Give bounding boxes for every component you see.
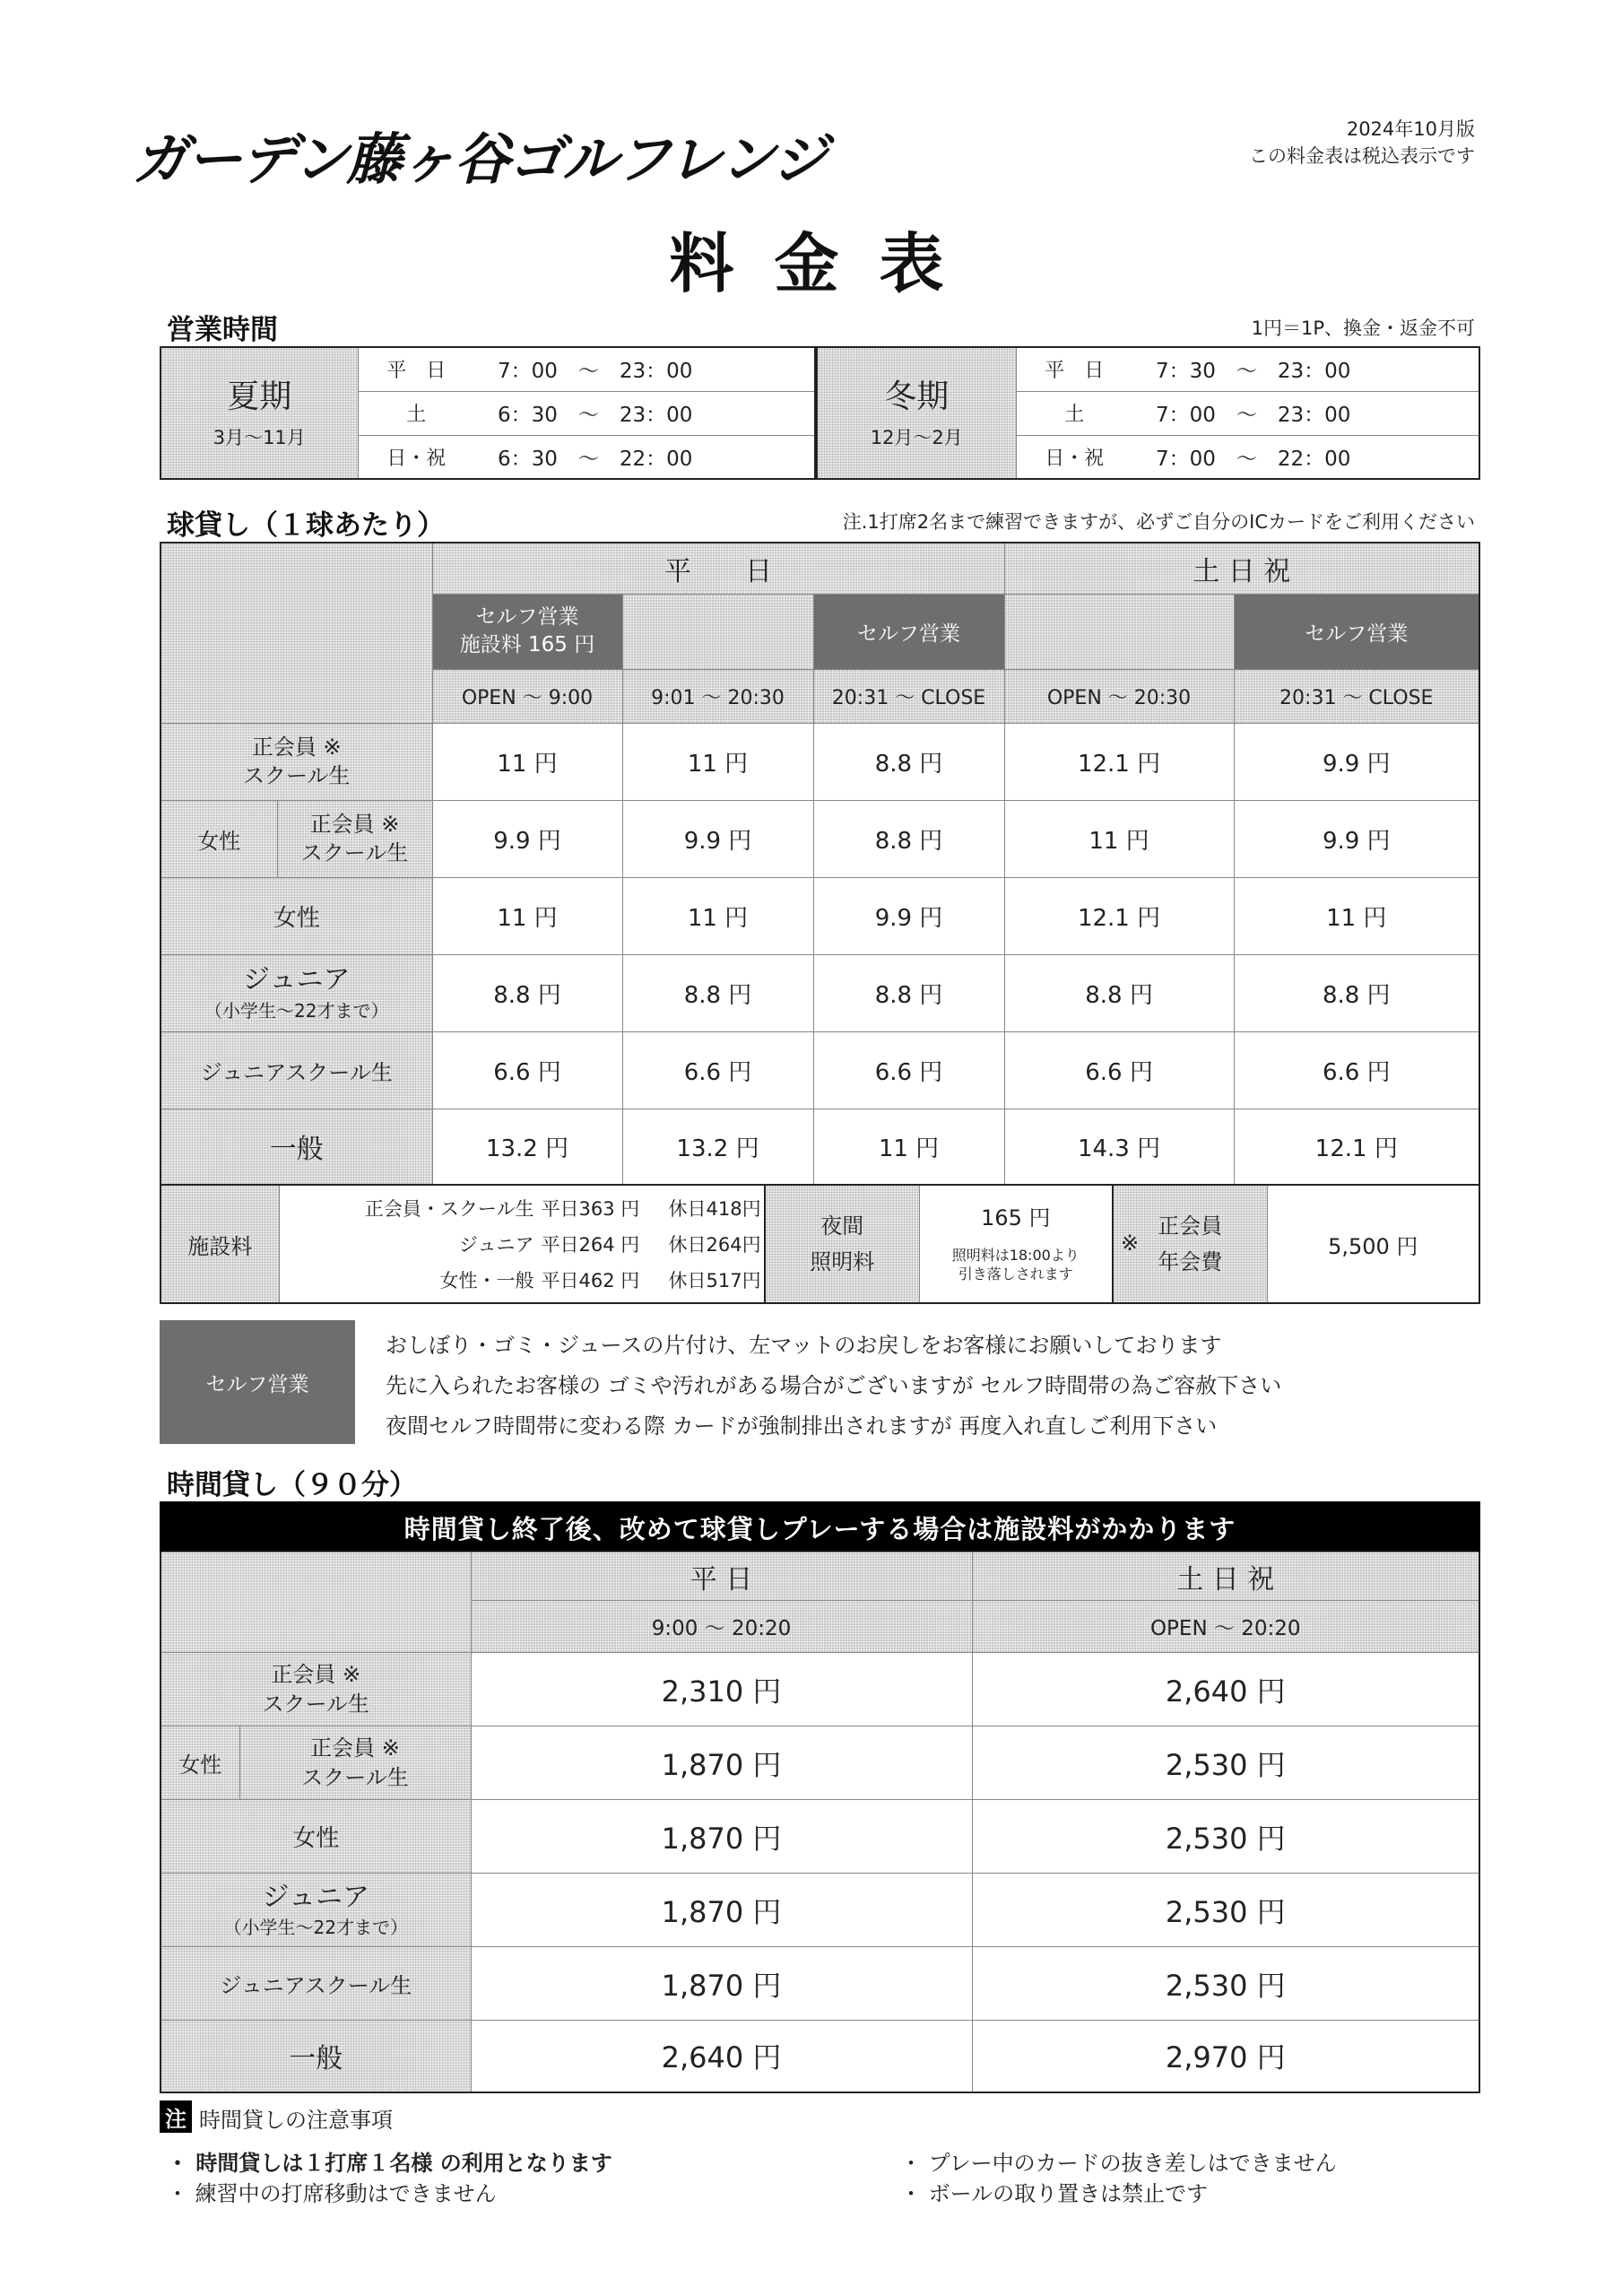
summer-day-weekday: 平 日: [358, 347, 474, 391]
hourly-banner: 時間貸し終了後、改めて球貸しプレーする場合は施設料がかかります: [160, 1501, 1480, 1553]
price-cell: 2,530 円: [972, 1800, 1479, 1874]
ball-weekday-header: 平 日: [432, 543, 1004, 594]
price-cell: 12.1 円: [1004, 723, 1234, 800]
row-label-line1: 正会員 ※: [309, 811, 400, 837]
self-notice-line: 夜間セルフ時間帯に変わる際 カードが強制排出されますが 再度入れ直しご利用下さい: [386, 1413, 1218, 1439]
hours-winter-table: [816, 346, 1480, 480]
hourly-weekday-header: 平 日: [471, 1552, 972, 1601]
note-item: ・ ボールの取り置きは禁止です: [900, 2181, 1209, 2206]
row-label-line1: 正会員 ※: [251, 734, 342, 760]
ball-blank-cell-2: [1004, 594, 1234, 669]
row-label-line1: ジュニア: [262, 1881, 369, 1913]
row-label-line2: スクール生: [301, 1764, 409, 1790]
winter-day-sat: 土: [1016, 391, 1132, 435]
price-cell: 13.2 円: [432, 1109, 622, 1185]
logo-text: ガーデン藤ヶ谷ゴルフレンジ: [133, 126, 827, 192]
row-label: ジュニアスクール生: [160, 1031, 432, 1109]
ball-heading: 球貸し（１球あたり）: [167, 509, 445, 542]
row-prefix-women: 女性: [160, 1726, 239, 1800]
row-label-line2: スクール生: [262, 1691, 370, 1717]
price-cell: 1,870 円: [471, 1947, 972, 2021]
member-fee-mark: ※: [1121, 1231, 1140, 1256]
table-row: [160, 954, 1479, 1031]
summer-name: 夏期: [227, 378, 292, 416]
table-row: [160, 800, 1479, 877]
hourly-weekday-time: 9:00 ～ 20:20: [471, 1601, 972, 1653]
member-fee-label: [1113, 1185, 1267, 1303]
row-label: [160, 1874, 471, 1947]
price-cell: 11 円: [1004, 800, 1234, 877]
hourly-weekend-time: OPEN ～ 20:20: [972, 1601, 1479, 1653]
price-cell: 11 円: [1234, 877, 1479, 954]
price-cell: 6.6 円: [1234, 1031, 1479, 1109]
fee-weekday: 平日462 円: [541, 1270, 640, 1292]
winter-time-sun: 7：00 ～ 22：00: [1132, 435, 1479, 479]
row-prefix-women: 女性: [160, 800, 277, 877]
price-cell: 6.6 円: [432, 1031, 622, 1109]
table-row: [160, 1109, 1479, 1185]
fee-holiday: 休日517円: [668, 1270, 761, 1292]
self-notice-line: おしぼり・ゴミ・ジュースの片付け、左マットのお戻しをお客様にお願いしております: [386, 1333, 1222, 1358]
summer-time-sun: 6：30 ～ 22：00: [474, 435, 815, 479]
winter-day-weekday: 平 日: [1016, 347, 1132, 391]
price-cell: 11 円: [813, 1109, 1004, 1185]
price-cell: 8.8 円: [813, 723, 1004, 800]
price-cell: 1,870 円: [471, 1800, 972, 1874]
note-item: ・ 練習中の打席移動はできません: [167, 2181, 497, 2206]
winter-name: 冬期: [884, 378, 950, 416]
price-cell: 1,870 円: [471, 1726, 972, 1800]
table-row: [160, 1874, 1479, 1947]
self-badge-weekday-night: セルフ営業: [813, 594, 1004, 669]
time-slot: 20:31 ～ CLOSE: [1234, 669, 1479, 723]
hours-summer-table: [160, 346, 816, 480]
row-label: [160, 954, 432, 1031]
fee-holiday: 休日418円: [668, 1198, 761, 1220]
facility-fee-label: 施設料: [160, 1185, 279, 1303]
self-badge-morning-fee: 施設料 165 円: [459, 633, 595, 657]
price-cell: 8.8 円: [432, 954, 622, 1031]
winter-months: 12月～2月: [870, 426, 963, 448]
row-label-line1: 正会員 ※: [310, 1735, 400, 1761]
price-cell: 11 円: [432, 877, 622, 954]
fee-weekday: 平日363 円: [541, 1198, 640, 1220]
logo: [133, 115, 827, 192]
price-cell: 8.8 円: [813, 954, 1004, 1031]
ball-corner-cell: [160, 543, 432, 723]
price-cell: 6.6 円: [622, 1031, 813, 1109]
ball-blank-cell: [622, 594, 813, 669]
hourly-table: [160, 1552, 1480, 2093]
price-cell: 12.1 円: [1004, 877, 1234, 954]
table-row: [160, 2021, 1479, 2092]
price-cell: 9.9 円: [622, 800, 813, 877]
night-light-label: [765, 1185, 919, 1303]
price-cell: 2,640 円: [972, 1653, 1479, 1726]
ball-table: [160, 542, 1480, 1186]
time-slot: OPEN ～ 20:30: [1004, 669, 1234, 723]
row-label-line1: ジュニア: [243, 964, 351, 996]
hourly-heading: 時間貸し（９０分）: [167, 1469, 417, 1501]
summer-day-sun: 日・祝: [358, 435, 474, 479]
row-label: [239, 1726, 471, 1800]
summer-time-sat: 6：30 ～ 23：00: [474, 391, 815, 435]
price-cell: 2,530 円: [972, 1874, 1479, 1947]
table-row: [160, 1726, 1479, 1800]
fee-weekday: 平日264 円: [541, 1234, 640, 1256]
row-label: [277, 800, 432, 877]
price-cell: 11 円: [622, 877, 813, 954]
facility-fee-list: [279, 1185, 765, 1303]
hourly-weekend-header: 土 日 祝: [972, 1552, 1479, 1601]
self-notice-badge: セルフ営業: [160, 1320, 355, 1444]
summer-months: 3月～11月: [213, 426, 306, 448]
table-row: [160, 1653, 1479, 1726]
hourly-corner-cell: [160, 1552, 471, 1653]
price-cell: 9.9 円: [813, 877, 1004, 954]
self-notice-line: 先に入られたお客様の ゴミや汚れがある場合がございますが セルフ時間帯の為ご容赦下さい: [386, 1373, 1282, 1398]
notes-badge: 注: [160, 2100, 192, 2133]
summer-day-sat: 土: [358, 391, 474, 435]
member-fee-label-1: 正会員: [1158, 1213, 1223, 1239]
price-cell: 12.1 円: [1234, 1109, 1479, 1185]
tax-note: この料金表は税込表示です: [1249, 145, 1475, 167]
fee-who: ジュニア: [458, 1234, 534, 1256]
self-notice-text: [386, 1326, 1281, 1447]
night-light-price-cell: [919, 1185, 1113, 1303]
time-slot: 9:01 ～ 20:30: [622, 669, 813, 723]
table-row: [160, 877, 1479, 954]
hours-note: 1円＝1P、換金・返金不可: [1251, 317, 1475, 339]
note-item: ・ 時間貸しは１打席１名様 の利用となります: [167, 2151, 612, 2176]
winter-time-sat: 7：00 ～ 23：00: [1132, 391, 1479, 435]
facility-fee-lines: [280, 1190, 765, 1298]
note-item: ・ プレー中のカードの抜き差しはできません: [900, 2151, 1337, 2176]
price-cell: 8.8 円: [622, 954, 813, 1031]
price-cell: 13.2 円: [622, 1109, 813, 1185]
self-badge-weekend-night: セルフ営業: [1234, 594, 1479, 669]
time-slot: 20:31 ～ CLOSE: [813, 669, 1004, 723]
price-cell: 8.8 円: [813, 800, 1004, 877]
price-cell: 2,530 円: [972, 1947, 1479, 2021]
table-row: [160, 1800, 1479, 1874]
price-cell: 2,310 円: [471, 1653, 972, 1726]
fees-table: [160, 1184, 1480, 1304]
row-label: [160, 723, 432, 800]
winter-day-sun: 日・祝: [1016, 435, 1132, 479]
night-light-price: 165 円: [981, 1205, 1051, 1231]
price-cell: 2,970 円: [972, 2021, 1479, 2092]
night-light-label-2: 照明料: [810, 1249, 875, 1274]
hours-heading: 営業時間: [167, 314, 278, 346]
member-fee-label-2: 年会費: [1158, 1249, 1223, 1274]
summer-season-cell: [160, 347, 358, 479]
price-cell: 2,530 円: [972, 1726, 1479, 1800]
time-slot: OPEN ～ 9:00: [432, 669, 622, 723]
fee-holiday: 休日264円: [668, 1234, 761, 1256]
price-cell: 11 円: [432, 723, 622, 800]
summer-time-weekday: 7：00 ～ 23：00: [474, 347, 815, 391]
row-label-line2: スクール生: [242, 763, 351, 788]
row-label: 一般: [160, 2021, 471, 2092]
price-cell: 1,870 円: [471, 1874, 972, 1947]
row-label: 女性: [160, 1800, 471, 1874]
row-label: 女性: [160, 877, 432, 954]
winter-time-weekday: 7：30 ～ 23：00: [1132, 347, 1479, 391]
table-row: [160, 1947, 1479, 2021]
row-label-line2: （小学生～22才まで）: [204, 999, 389, 1022]
row-label-line1: 正会員 ※: [271, 1662, 361, 1688]
table-row: [160, 723, 1479, 800]
price-cell: 9.9 円: [432, 800, 622, 877]
winter-season-cell: [817, 347, 1016, 479]
ball-weekend-header: 土 日 祝: [1004, 543, 1479, 594]
price-cell: 11 円: [622, 723, 813, 800]
night-light-note-1: 照明料は18:00より: [951, 1246, 1080, 1264]
price-cell: 14.3 円: [1004, 1109, 1234, 1185]
ball-note: 注.1打席2名まで練習できますが、必ずご自分のICカードをご利用ください: [842, 511, 1475, 533]
fee-who: 女性・一般: [439, 1270, 534, 1292]
row-label: 一般: [160, 1109, 432, 1185]
self-badge-morning: [432, 594, 622, 669]
price-cell: 9.9 円: [1234, 723, 1479, 800]
row-label: ジュニアスクール生: [160, 1947, 471, 2021]
self-badge-morning-title: セルフ営業: [475, 604, 579, 629]
edition-label: 2024年10月版: [1346, 118, 1475, 140]
price-cell: 8.8 円: [1234, 954, 1479, 1031]
row-label: [160, 1653, 471, 1726]
night-light-label-1: 夜間: [820, 1213, 864, 1239]
member-fee-price: 5,500 円: [1267, 1185, 1479, 1303]
price-cell: 6.6 円: [813, 1031, 1004, 1109]
table-row: [160, 1031, 1479, 1109]
price-cell: 8.8 円: [1004, 954, 1234, 1031]
row-label-line2: （小学生～22才まで）: [223, 1917, 408, 1939]
price-cell: 9.9 円: [1234, 800, 1479, 877]
fee-who: 正会員・スクール生: [364, 1198, 534, 1220]
price-cell: 2,640 円: [471, 2021, 972, 2092]
price-cell: 6.6 円: [1004, 1031, 1234, 1109]
night-light-note-2: 引き落しされます: [958, 1265, 1073, 1283]
notes-title: 時間貸しの注意事項: [199, 2108, 393, 2133]
page-title: 料 金 表: [669, 226, 953, 301]
row-label-line2: スクール生: [300, 840, 409, 865]
